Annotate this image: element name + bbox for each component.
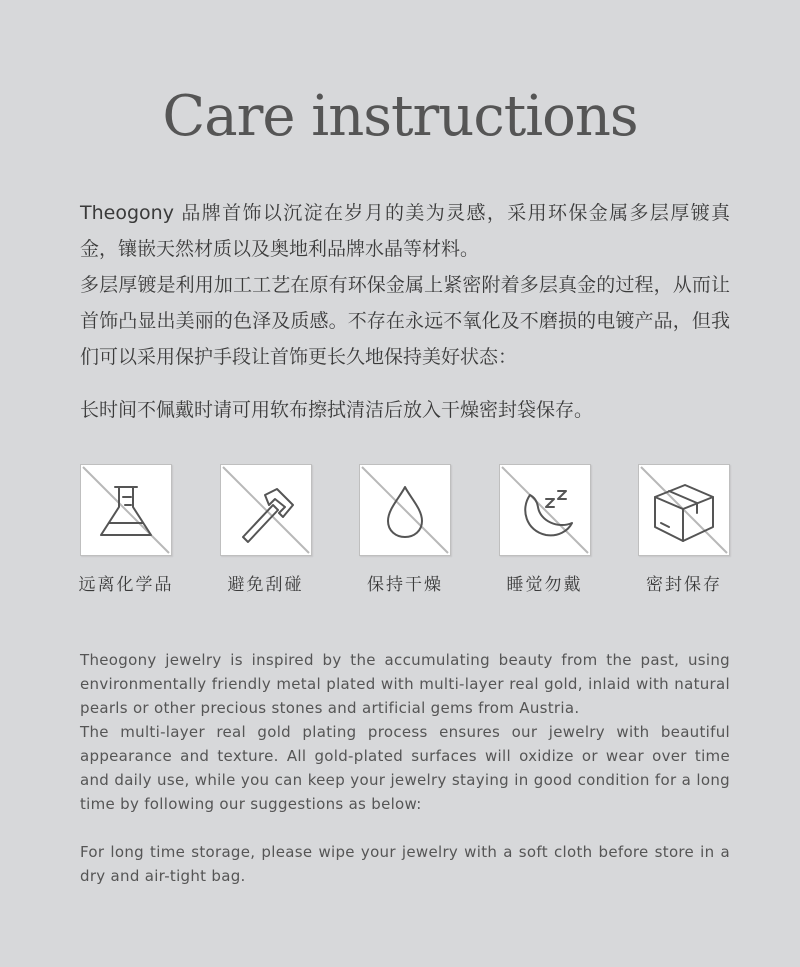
chinese-paragraph-2: 多层厚镀是利用加工工艺在原有环保金属上紧密附着多层真金的过程，从而让首饰凸显出美丽的色泽及质感。不存在永远不氧化及不磨损的电镀产品，但我们可以采用保护手段让首饰更长久地保持美好状态： [80,274,730,368]
english-paragraph-1: Theogony jewelry is inspired by the accumulating beauty from the past, using environmentally friendly metal plated with multi-layer real gold, inlaid with natural pearls or other precious stones and artificial gems from Austria. [80,651,730,717]
water-drop-icon [359,464,451,556]
chinese-paragraph-1: Theogony 品牌首饰以沉淀在岁月的美为灵感，采用环保金属多层厚镀真金，镶嵌天然材质以及奥地利品牌水晶等材料。 [80,202,730,260]
box-icon [638,464,730,556]
care-item-scratch [220,464,312,595]
moon-sleep-icon [499,464,591,556]
care-label-sleep: 睡觉勿戴 [506,575,583,595]
care-label-scratch: 避免刮碰 [227,575,304,595]
care-item-chemicals [80,464,172,595]
chinese-paragraph-3: 长时间不佩戴时请可用软布擦拭清洁后放入干燥密封袋保存。 [80,399,594,421]
care-label-dry: 保持干燥 [367,575,443,595]
chinese-storage-note [80,392,730,428]
english-paragraph-3: For long time storage, please wipe your jewelry with a soft cloth before store in a dry and air-tight bag. [80,843,730,885]
hammer-icon [220,464,312,556]
english-paragraph-2: The multi-layer real gold plating process ensures our jewelry with beautiful appearance and texture. All gold-plated surfaces will oxidize or wear over time and daily use, while you can keep your jewelry staying in good condition for a long time by following our suggestions as below: [80,723,730,813]
care-icons-row [80,464,730,595]
care-label-chemicals: 远离化学品 [78,575,174,595]
care-item-dry [359,464,451,595]
page-title: Care instructions [162,84,638,149]
chinese-intro [80,195,730,375]
care-item-sleep [499,464,591,595]
care-item-sealed [638,464,730,595]
english-storage-note [80,840,730,888]
flask-icon [80,464,172,556]
care-label-sealed: 密封保存 [646,575,722,595]
english-intro [80,648,730,816]
